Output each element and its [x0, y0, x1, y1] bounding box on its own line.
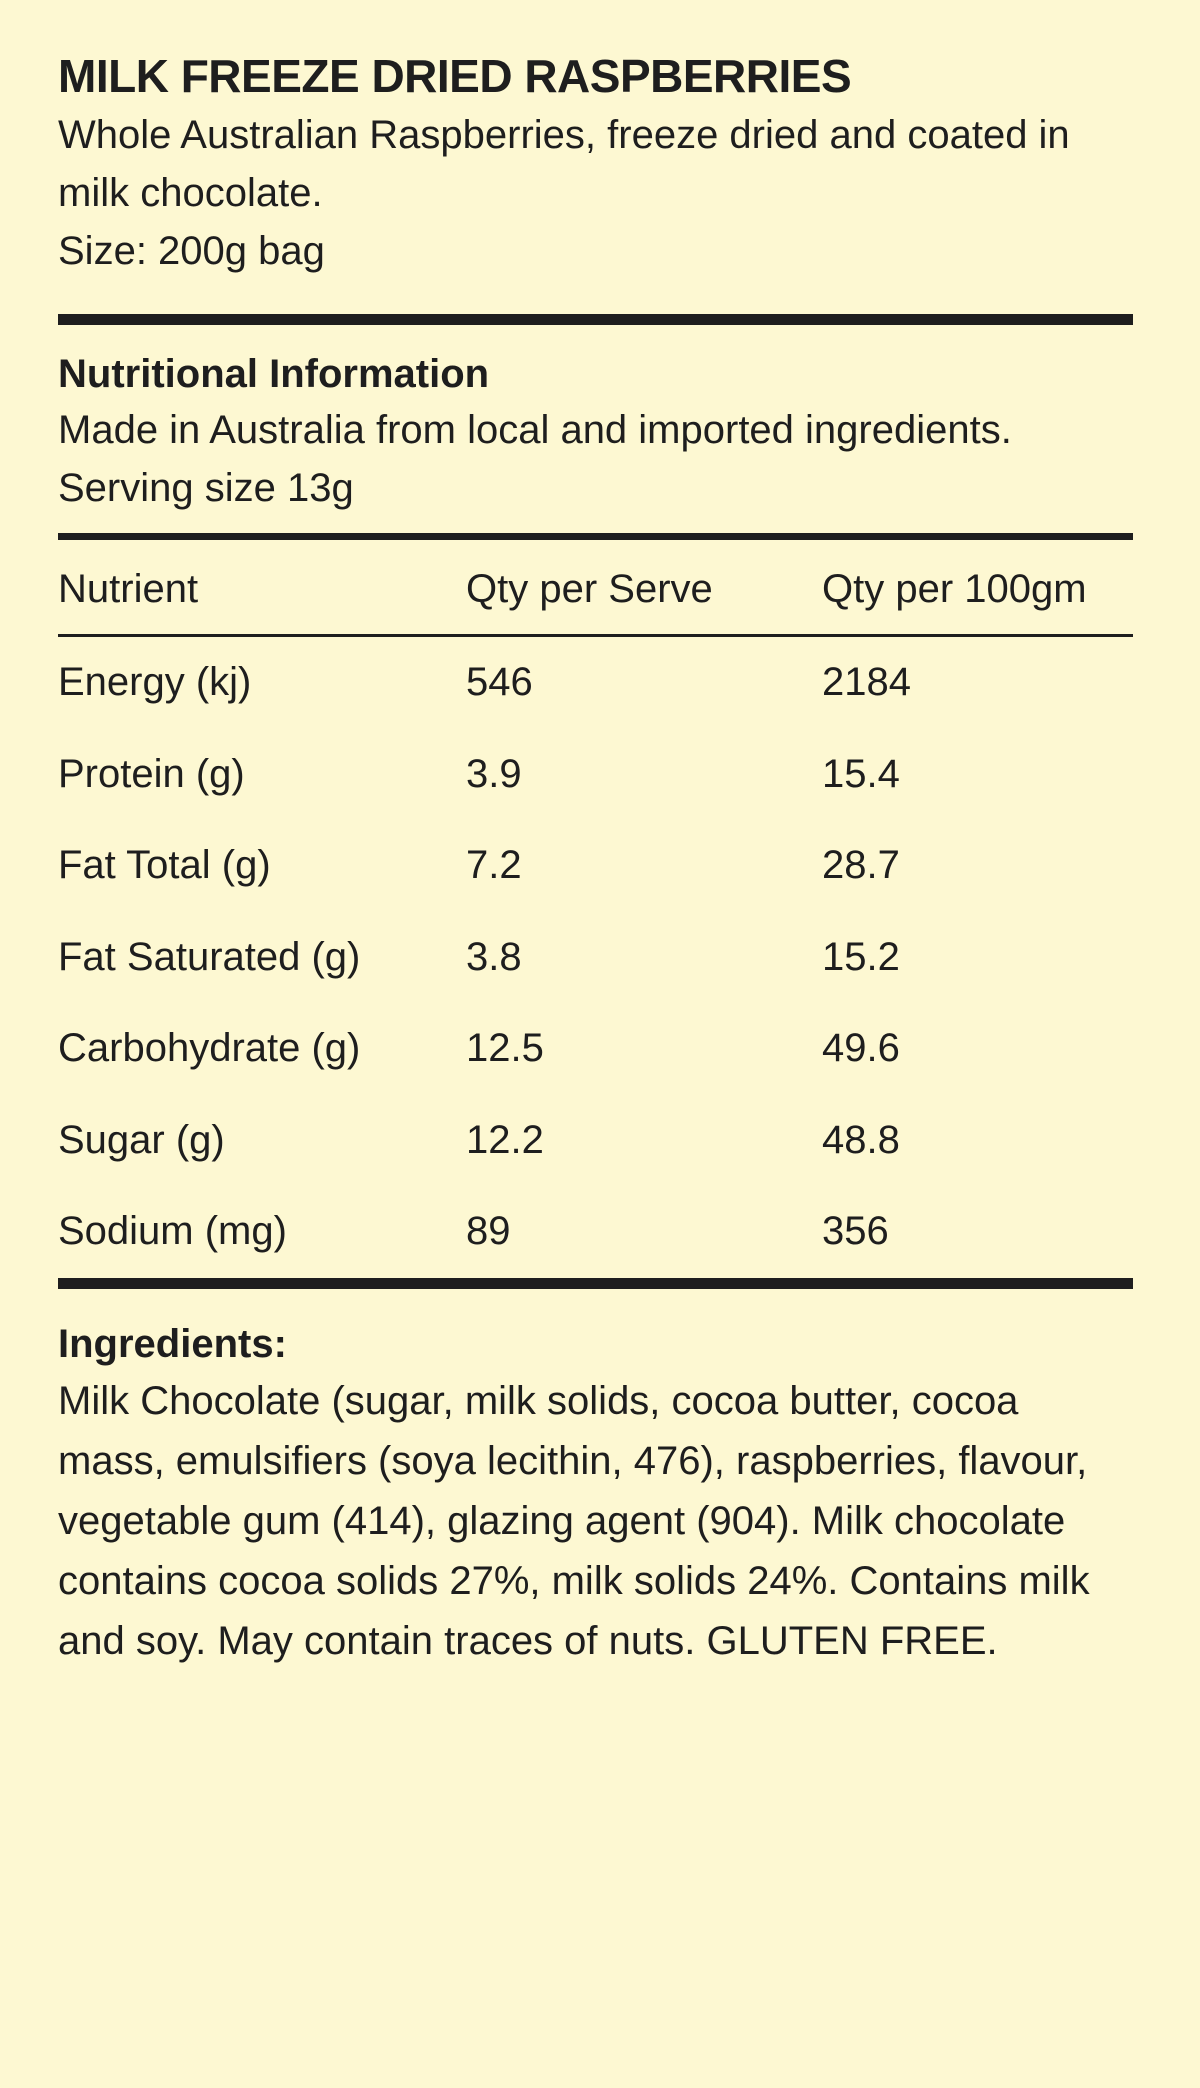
- divider: [58, 533, 1133, 540]
- qty-per-serve: 12.5: [466, 1026, 544, 1071]
- column-header-nutrient: Nutrient: [58, 566, 199, 611]
- table-row: [58, 729, 1133, 821]
- nutrient-name: Energy (kj): [58, 660, 252, 705]
- divider: [58, 1278, 1133, 1289]
- qty-per-serve: 89: [466, 1209, 511, 1254]
- product-title: MILK FREEZE DRIED RASPBERRIES: [58, 50, 852, 102]
- column-header-per-100gm: Qty per 100gm: [822, 566, 1087, 611]
- table-row: [58, 637, 1133, 729]
- product-header: [58, 46, 1133, 280]
- table-header-row: [58, 540, 1133, 634]
- ingredients-heading: Ingredients:: [58, 1321, 287, 1366]
- nutrient-name: Sodium (mg): [58, 1209, 287, 1254]
- qty-per-serve: 7.2: [466, 843, 522, 888]
- table-row: [58, 1003, 1133, 1095]
- qty-per-100gm: 2184: [822, 660, 911, 705]
- qty-per-serve: 3.8: [466, 934, 522, 979]
- ingredients-text: Milk Chocolate (sugar, milk solids, cocoa butter, cocoa mass, emulsifiers (soya lecithin, 476), raspberries, flavour, vegetable gum (414), glazing agent (904). Milk chocolate contains cocoa solids 27%, milk solids 24%. Contains milk and soy. May contain traces of nuts. GLUTEN FREE.: [58, 1378, 1090, 1663]
- product-size: Size: 200g bag: [58, 229, 325, 273]
- qty-per-serve: 12.2: [466, 1117, 544, 1162]
- qty-per-100gm: 15.2: [822, 934, 900, 979]
- nutrient-name: Sugar (g): [58, 1117, 225, 1162]
- nutrition-heading: Nutritional Information: [58, 352, 490, 396]
- column-header-per-serve: Qty per Serve: [466, 566, 713, 611]
- qty-per-100gm: 49.6: [822, 1026, 900, 1071]
- product-description: Whole Australian Raspberries, freeze dried and coated in milk chocolate.: [58, 113, 1070, 215]
- qty-per-100gm: 48.8: [822, 1117, 900, 1162]
- nutrient-name: Protein (g): [58, 751, 245, 796]
- table-row: [58, 820, 1133, 912]
- qty-per-100gm: 356: [822, 1209, 889, 1254]
- nutrient-name: Carbohydrate (g): [58, 1026, 361, 1071]
- serving-size: Serving size 13g: [58, 466, 354, 510]
- qty-per-100gm: 28.7: [822, 843, 900, 888]
- qty-per-serve: 3.9: [466, 751, 522, 796]
- ingredients-section: [58, 1317, 1133, 1671]
- nutrient-name: Fat Total (g): [58, 843, 271, 888]
- nutrient-name: Fat Saturated (g): [58, 934, 361, 979]
- table-row: [58, 912, 1133, 1004]
- qty-per-100gm: 15.4: [822, 751, 900, 796]
- divider: [58, 314, 1133, 325]
- qty-per-serve: 546: [466, 660, 533, 705]
- nutrition-origin: Made in Australia from local and imported ingredients.: [58, 408, 1012, 452]
- nutrition-section: [58, 347, 1133, 1278]
- nutrition-table: [58, 540, 1133, 1278]
- table-row: [58, 1186, 1133, 1278]
- table-row: [58, 1095, 1133, 1187]
